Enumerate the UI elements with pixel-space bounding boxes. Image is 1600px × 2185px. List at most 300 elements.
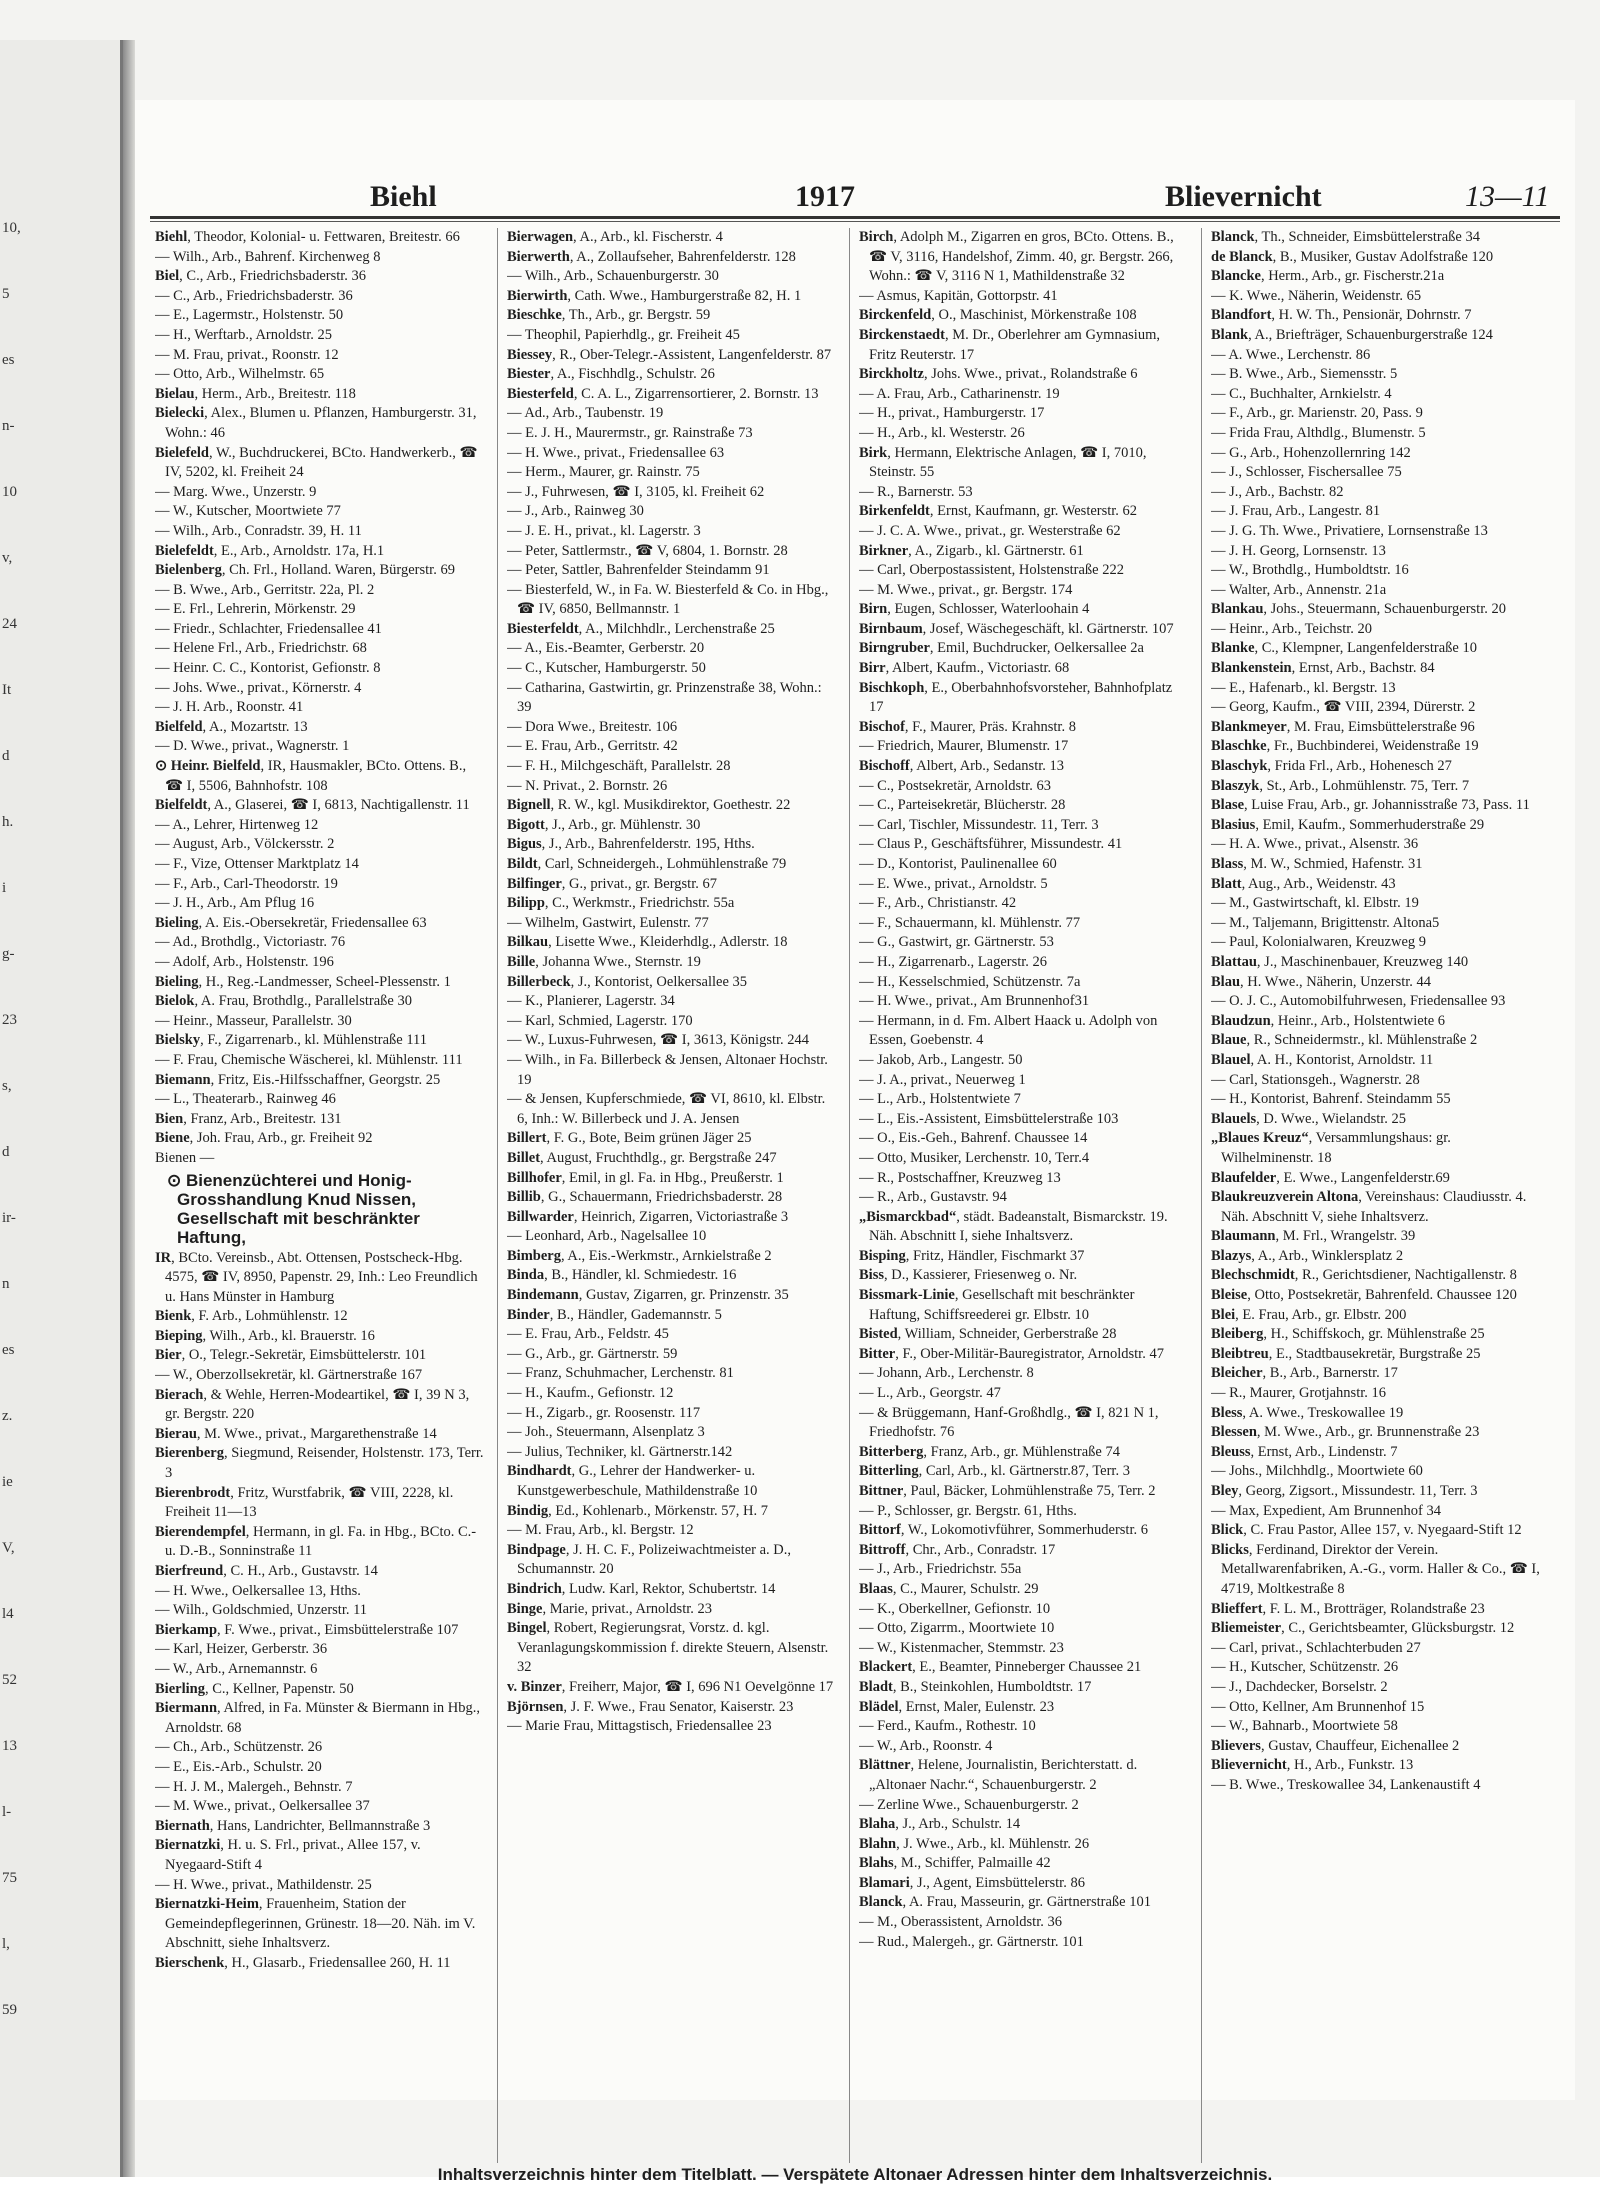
directory-entry: — R., Postschaffner, Kreuzweg 13 xyxy=(859,1169,1061,1186)
directory-entry: Biester, A., Fischhdlg., Schulstr. 26 xyxy=(507,366,715,383)
previous-page-fragment: 5 xyxy=(2,286,10,302)
directory-entry: Blasius, Emil, Kaufm., Sommerhuderstraße 29 xyxy=(1211,816,1485,833)
directory-entry: — J., Schlosser, Fischersallee 75 xyxy=(1211,464,1402,481)
directory-entry: — F., Vize, Ottenser Marktplatz 14 xyxy=(155,856,359,872)
directory-entry: „Blaues Kreuz“, Versammlungshaus: gr. Wilhelminenstr. 18 xyxy=(1211,1130,1451,1166)
directory-entry: — Max, Expedient, Am Brunnenhof 34 xyxy=(1211,1502,1441,1519)
directory-entry: Blaschke, Fr., Buchbinderei, Weidenstraße 19 xyxy=(1211,738,1479,755)
directory-entry: — Wilhelm, Gastwirt, Eulenstr. 77 xyxy=(507,914,709,931)
directory-entry: Blauel, A. H., Kontorist, Arnoldstr. 11 xyxy=(1211,1051,1434,1068)
directory-entry: Biel, C., Arb., Friedrichsbaderstr. 36 xyxy=(155,268,367,285)
directory-page xyxy=(135,100,1575,2184)
directory-entry: Blanke, C., Klempner, Langenfelderstraße 10 xyxy=(1211,640,1477,657)
directory-entry: — Johann, Arb., Lerchenstr. 8 xyxy=(859,1365,1034,1382)
directory-entry: Blaas, C., Maurer, Schulstr. 29 xyxy=(859,1580,1039,1597)
directory-entry: — Franz, Schuhmacher, Lerchenstr. 81 xyxy=(507,1365,734,1382)
column-2 xyxy=(507,228,837,2168)
directory-entry: — J. H. Georg, Lornsenstr. 13 xyxy=(1211,542,1386,559)
directory-entry: Blank, A., Briefträger, Schauenburgerstraße 124 xyxy=(1211,326,1493,343)
directory-entry: Blaukreuzverein Altona, Vereinshaus: Claudiusstr. 4. Näh. Abschnitt V, siehe Inhaltsverz. xyxy=(1211,1189,1527,1225)
directory-entry: Blaudzun, Heinr., Arb., Holstentwiete 6 xyxy=(1211,1012,1446,1029)
directory-entry: Bittorf, W., Lokomotivführer, Sommerhuderstr. 6 xyxy=(859,1522,1148,1539)
directory-entry: Birckenfeld, O., Maschinist, Mörkenstraße 108 xyxy=(859,307,1137,324)
directory-entry: Billet, August, Fruchthdlg., gr. Bergstraße 247 xyxy=(507,1149,777,1166)
directory-entry: Blankau, Johs., Steuermann, Schauenburgerstr. 20 xyxy=(1211,601,1506,618)
directory-entry: — L., Theaterarb., Rainweg 46 xyxy=(155,1091,336,1108)
directory-entry: Biemann, Fritz, Eis.-Hilfsschaffner, Georgstr. 25 xyxy=(155,1071,441,1088)
previous-page-fragment: It xyxy=(2,682,12,698)
directory-entry: — August, Arb., Völckersstr. 2 xyxy=(155,836,335,853)
previous-page-fragment: g- xyxy=(2,946,15,962)
directory-entry: — H., Kesselschmied, Schützenstr. 7a xyxy=(859,973,1081,990)
directory-entry: Blancke, Herm., Arb., gr. Fischerstr.21a xyxy=(1211,268,1445,285)
footer-note: Inhaltsverzeichnis hinter dem Titelblatt. — Verspätete Altonaer Adressen hinter dem Inhaltsverzeichnis. xyxy=(437,2165,1273,2184)
previous-page-fragment: z. xyxy=(2,1408,13,1424)
directory-entry: — M. Frau, Arb., kl. Bergstr. 12 xyxy=(507,1522,694,1539)
directory-entry: — Marie Frau, Mittagstisch, Friedensallee 23 xyxy=(507,1718,772,1735)
directory-entry: Blechschmidt, R., Gerichtsdiener, Nachtigallenstr. 8 xyxy=(1211,1267,1517,1284)
directory-entry: — Catharina, Gastwirtin, gr. Prinzenstraße 38, Wohn.: 39 xyxy=(507,679,822,716)
directory-entry: „Bismarckbad“, städt. Badeanstalt, Bismarckstr. 19. Näh. Abschnitt I, siehe Inhaltsverz. xyxy=(859,1208,1168,1245)
directory-entry: Birn, Eugen, Schlosser, Waterloohain 4 xyxy=(859,601,1090,618)
directory-entry: Bingel, Robert, Regierungsrat, Vorstz. d. kgl. Veranlagungskommission f. direkte Steuern, Alsenstr. 32 xyxy=(507,1620,829,1676)
directory-entry: — Ferd., Kaufm., Rothestr. 10 xyxy=(859,1718,1036,1735)
directory-entry: Billerbeck, J., Kontorist, Oelkersallee 35 xyxy=(507,973,748,990)
directory-entry: — W., Arb., Roonstr. 4 xyxy=(859,1737,993,1754)
directory-entry: — K., Planierer, Lagerstr. 34 xyxy=(507,993,675,1010)
directory-entry: — W., Brothdlg., Humboldtstr. 16 xyxy=(1211,562,1409,579)
directory-entry: — M. Frau, privat., Roonstr. 12 xyxy=(155,346,339,363)
advertisement-entry: ⊙ Bienenzüchterei und Honig-Grosshandlung Knud Nissen, Gesellschaft mit beschränkter Haftung, xyxy=(167,1170,420,1247)
directory-entry: Binda, B., Händler, kl. Schmiedestr. 16 xyxy=(507,1267,737,1284)
directory-entry: Blaha, J., Arb., Schulstr. 14 xyxy=(859,1816,1021,1833)
directory-entry: Billert, F. G., Bote, Beim grünen Jäger 25 xyxy=(507,1130,752,1147)
directory-entry: Bilkau, Lisette Wwe., Kleiderhdlg., Adlerstr. 18 xyxy=(507,934,788,951)
directory-entry: Bley, Georg, Zigsort., Missundestr. 11, Terr. 3 xyxy=(1211,1483,1478,1499)
directory-entry: — Hermann, in d. Fm. Albert Haack u. Adolph von Essen, Goebenstr. 4 xyxy=(859,1012,1158,1049)
directory-entry: — M. Wwe., privat., Oelkersallee 37 xyxy=(155,1798,370,1815)
directory-entry: Biessey, R., Ober-Telegr.-Assistent, Langenfelderstr. 87 xyxy=(507,346,832,363)
directory-entry: — B. Wwe., Arb., Gerritstr. 22a, Pl. 2 xyxy=(155,581,375,598)
directory-entry: Biene, Joh. Frau, Arb., gr. Freiheit 92 xyxy=(155,1130,373,1147)
directory-entry: — H., Kontorist, Bahrenf. Steindamm 55 xyxy=(1211,1091,1451,1108)
directory-entry: — J. C. A. Wwe., privat., gr. Westerstraße 62 xyxy=(859,522,1121,539)
directory-entry: — N. Privat., 2. Bornstr. 26 xyxy=(507,777,668,794)
directory-entry: Biernatzki-Heim, Frauenheim, Station der Gemeindepflegerinnen, Grünestr. 18—20. Näh. im V. Abschnitt, siehe Inhaltsverz. xyxy=(155,1896,476,1952)
directory-entry: Bindpage, J. H. C. F., Polizeiwachtmeister a. D., Schumannstr. 20 xyxy=(507,1541,792,1578)
previous-page-fragment: d xyxy=(2,748,10,764)
directory-entry: — Leonhard, Arb., Nagelsallee 10 xyxy=(507,1228,707,1245)
directory-entry: Bigus, J., Arb., Bahrenfelderstr. 195, Hths. xyxy=(507,836,755,853)
directory-entry: Bildt, Carl, Schneidergeh., Lohmühlenstraße 79 xyxy=(507,856,787,872)
directory-entry: — Karl, Schmied, Lagerstr. 170 xyxy=(507,1012,693,1029)
directory-entry: Bierling, C., Kellner, Papenstr. 50 xyxy=(155,1680,354,1697)
directory-entry: — H., privat., Hamburgerstr. 17 xyxy=(859,405,1045,422)
directory-entry: — F., Arb., Carl-Theodorstr. 19 xyxy=(155,875,338,892)
directory-entry: Bischof, F., Maurer, Präs. Krahnstr. 8 xyxy=(859,718,1076,735)
directory-entry: — D. Wwe., privat., Wagnerstr. 1 xyxy=(155,738,350,755)
directory-entry: — J., Fuhrwesen, ☎ I, 3105, kl. Freiheit 62 xyxy=(507,483,765,500)
directory-entry: — Wilh., Arb., Schauenburgerstr. 30 xyxy=(507,268,719,285)
directory-entry: — O., Eis.-Geh., Bahrenf. Chaussee 14 xyxy=(859,1130,1088,1147)
directory-entry: Biehl, Theodor, Kolonial- u. Fettwaren, Breitestr. 66 xyxy=(155,229,460,245)
directory-entry: Blandfort, H. W. Th., Pensionär, Dohrnstr. 7 xyxy=(1211,307,1472,324)
directory-entry: Bielefeld, W., Buchdruckerei, BCto. Handwerkerb., ☎ IV, 5202, kl. Freiheit 24 xyxy=(155,444,478,481)
directory-entry: Birckholtz, Johs. Wwe., privat., Rolandstraße 6 xyxy=(859,366,1138,383)
column-3 xyxy=(859,228,1189,2168)
previous-page-fragment: 10 xyxy=(2,484,17,500)
directory-entry: Blieffert, F. L. M., Brotträger, Rolandstraße 23 xyxy=(1211,1600,1485,1617)
directory-entry: Bierwagen, A., Arb., kl. Fischerstr. 4 xyxy=(507,229,723,245)
directory-entry: Bissmark-Linie, Gesellschaft mit beschränkter Haftung, Schiffsreederei gr. Elbstr. 10 xyxy=(859,1287,1135,1323)
directory-entry: Blick, C. Frau Pastor, Allee 157, v. Nyegaard-Stift 12 xyxy=(1211,1522,1522,1539)
column-4 xyxy=(1211,228,1541,2168)
previous-page-fragment: es xyxy=(2,352,15,368)
directory-entry: — H., Arb., kl. Westerstr. 26 xyxy=(859,424,1025,441)
directory-entry: — Friedrich, Maurer, Blumenstr. 17 xyxy=(859,738,1069,755)
directory-entry: — Dora Wwe., Breitestr. 106 xyxy=(507,718,678,735)
directory-entry: Biernath, Hans, Landrichter, Bellmannstraße 3 xyxy=(155,1817,431,1834)
directory-entry: Blamari, J., Agent, Eimsbüttelerstr. 86 xyxy=(859,1874,1085,1891)
directory-entry: Bien, Franz, Arb., Breitestr. 131 xyxy=(155,1110,342,1127)
directory-entry: Blädel, Ernst, Maler, Eulenstr. 23 xyxy=(859,1698,1055,1715)
directory-entry: Bielfeldt, A., Glaserei, ☎ I, 6813, Nachtigallenstr. 11 xyxy=(155,797,470,814)
directory-entry: — Joh., Steuermann, Alsenplatz 3 xyxy=(507,1424,705,1441)
directory-entry: — E. Frau, Arb., Gerritstr. 42 xyxy=(507,738,678,755)
directory-entry: — Frida Frau, Althdlg., Blumenstr. 5 xyxy=(1211,424,1426,441)
directory-entry: Bindrich, Ludw. Karl, Rektor, Schubertstr. 14 xyxy=(507,1580,776,1597)
directory-entry: — E., Eis.-Arb., Schulstr. 20 xyxy=(155,1758,322,1775)
directory-entry: Blau, H. Wwe., Näherin, Unzerstr. 44 xyxy=(1211,973,1432,990)
directory-entry: — G., Arb., Hohenzollernring 142 xyxy=(1211,444,1411,461)
previous-page-fragment: l4 xyxy=(2,1606,14,1622)
directory-entry: — Wilh., Arb., Bahrenf. Kirchenweg 8 xyxy=(155,248,381,265)
directory-entry: Bilipp, C., Werkmstr., Friedrichstr. 55a xyxy=(507,895,735,912)
directory-entry: — K., Oberkellner, Gefionstr. 10 xyxy=(859,1600,1051,1617)
directory-entry: — Paul, Kolonialwaren, Kreuzweg 9 xyxy=(1211,934,1427,951)
directory-entry: — W., Bahnarb., Moortwiete 58 xyxy=(1211,1718,1398,1735)
directory-entry: — H. J. M., Malergeh., Behnstr. 7 xyxy=(155,1778,353,1795)
directory-entry: Bierenberg, Siegmund, Reisender, Holstenstr. 173, Terr. 3 xyxy=(155,1445,484,1482)
directory-entry: Bierkamp, F. Wwe., privat., Eimsbüttelerstraße 107 xyxy=(155,1621,459,1638)
directory-entry: Billhofer, Emil, in gl. Fa. in Hbg., Preußerstr. 1 xyxy=(507,1169,784,1186)
directory-entry: — Otto, Musiker, Lerchenstr. 10, Terr.4 xyxy=(859,1149,1090,1166)
directory-entry: Bielfeld, A., Mozartstr. 13 xyxy=(155,718,308,735)
directory-entry: Bleiberg, H., Schiffskoch, gr. Mühlenstraße 25 xyxy=(1211,1326,1485,1343)
directory-entry: — W., Luxus-Fuhrwesen, ☎ I, 3613, Königstr. 244 xyxy=(507,1032,810,1049)
directory-entry: Blaszyk, St., Arb., Lohmühlenstr. 75, Terr. 7 xyxy=(1211,777,1470,794)
directory-entry: — Asmus, Kapitän, Gottorpstr. 41 xyxy=(859,287,1058,304)
directory-entry: Bielok, A. Frau, Brothdlg., Parallelstraße 30 xyxy=(155,993,412,1010)
directory-entry: — J. H., Arb., Am Pflug 16 xyxy=(155,895,315,912)
directory-entry: Biesterfeldt, A., Milchhdlr., Lerchenstraße 25 xyxy=(507,620,775,637)
directory-entry: — A. Wwe., Lerchenstr. 86 xyxy=(1211,346,1371,363)
column-divider xyxy=(849,228,850,2163)
directory-entry: — L., Eis.-Assistent, Eimsbüttelerstraße 103 xyxy=(859,1110,1119,1127)
directory-entry: Bieschke, Th., Arb., gr. Bergstr. 59 xyxy=(507,307,711,324)
directory-entry: Bieling, A. Eis.-Obersekretär, Friedensallee 63 xyxy=(155,914,427,931)
column-divider xyxy=(1201,228,1202,2163)
directory-entry: — L., Arb., Georgstr. 47 xyxy=(859,1385,1001,1402)
directory-entry: Bisping, Fritz, Händler, Fischmarkt 37 xyxy=(859,1247,1085,1264)
directory-entry: — W., Kistenmacher, Stemmstr. 23 xyxy=(859,1639,1064,1656)
directory-entry: — L., Arb., Holstentwiete 7 xyxy=(859,1091,1021,1108)
directory-entry: Blackert, E., Beamter, Pinneberger Chaussee 21 xyxy=(859,1659,1142,1676)
directory-entry: — Friedr., Schlachter, Friedensallee 41 xyxy=(155,620,382,637)
directory-entry: Birngruber, Emil, Buchdrucker, Oelkersallee 2a xyxy=(859,640,1144,657)
column-1 xyxy=(155,228,485,2168)
previous-page-fragment: 13 xyxy=(2,1738,17,1754)
directory-entry: Bischkoph, E., Oberbahnhofsvorsteher, Bahnhofplatz 17 xyxy=(859,679,1173,716)
header-last-name: Blievernicht xyxy=(1165,180,1322,213)
directory-entry: — Theophil, Papierhdlg., gr. Freiheit 45 xyxy=(507,326,740,343)
directory-entry: — H. Wwe., privat., Mathildenstr. 25 xyxy=(155,1876,372,1893)
directory-entry: — Helene Frl., Arb., Friedrichstr. 68 xyxy=(155,640,367,657)
directory-entry: — B. Wwe., Treskowallee 34, Lankenaustift 4 xyxy=(1211,1776,1481,1793)
directory-entry: — Wilh., in Fa. Billerbeck & Jensen, Altonaer Hochstr. 19 xyxy=(507,1051,828,1088)
directory-entry: — Marg. Wwe., Unzerstr. 9 xyxy=(155,483,317,500)
directory-entry: — H. Wwe., privat., Friedensallee 63 xyxy=(507,444,725,461)
previous-page-fragment: 59 xyxy=(2,2002,17,2018)
directory-entry: Bittroff, Chr., Arb., Conradstr. 17 xyxy=(859,1541,1056,1558)
directory-entry: — Johs. Wwe., privat., Körnerstr. 4 xyxy=(155,679,362,696)
directory-entry: — Johs., Milchhdlg., Moortwiete 60 xyxy=(1211,1463,1423,1480)
previous-page-fragment: es xyxy=(2,1342,15,1358)
directory-entry: — Heinr., Arb., Teichstr. 20 xyxy=(1211,620,1373,637)
directory-entry: — & Brüggemann, Hanf-Großhdlg., ☎ I, 821 N 1, Friedhofstr. 76 xyxy=(859,1404,1159,1441)
directory-entry: ⊙ Heinr. Bielfeld, IR, Hausmakler, BCto. Ottens. B., ☎ I, 5506, Bahnhofstr. 108 xyxy=(155,758,467,794)
directory-entry: — H. Wwe., privat., Am Brunnenhof31 xyxy=(859,993,1090,1010)
previous-page-fragment: d xyxy=(2,1144,10,1160)
directory-entry: Bierach, & Wehle, Herren-Modeartikel, ☎ I, 39 N 3, gr. Bergstr. 220 xyxy=(155,1386,470,1423)
directory-entry: — J., Arb., Friedrichstr. 55a xyxy=(859,1561,1022,1578)
directory-entry: Bless, A. Wwe., Treskowallee 19 xyxy=(1211,1404,1404,1421)
directory-entry: — F. H., Milchgeschäft, Parallelstr. 28 xyxy=(507,758,731,775)
directory-entry: Bierfreund, C. H., Arb., Gustavstr. 14 xyxy=(155,1563,378,1579)
directory-entry: Bierschenk, H., Glasarb., Friedensallee 260, H. 11 xyxy=(155,1954,451,1971)
previous-page-fragment: h. xyxy=(2,814,14,830)
directory-entry: — Adolf, Arb., Holstenstr. 196 xyxy=(155,953,334,970)
previous-page-fragment: ie xyxy=(2,1474,13,1490)
directory-entry: — J., Dachdecker, Borselstr. 2 xyxy=(1211,1678,1388,1695)
directory-entry: Birk, Hermann, Elektrische Anlagen, ☎ I, 7010, Steinstr. 55 xyxy=(859,444,1147,481)
directory-entry: — Biesterfeld, W., in Fa. W. Biesterfeld & Co. in Hbg., ☎ IV, 6850, Bellmannstr. 1 xyxy=(507,581,829,618)
directory-entry: — A. Frau, Arb., Catharinenstr. 19 xyxy=(859,385,1060,402)
directory-entry: — Wilh., Goldschmied, Unzerstr. 11 xyxy=(155,1602,368,1619)
directory-entry: Bielau, Herm., Arb., Breitestr. 118 xyxy=(155,385,356,402)
directory-entry: Bigott, J., Arb., gr. Mühlenstr. 30 xyxy=(507,816,701,833)
directory-entry: — E., Lagermstr., Holstenstr. 50 xyxy=(155,307,344,324)
directory-entry: — Otto, Kellner, Am Brunnenhof 15 xyxy=(1211,1698,1425,1715)
directory-entry: — Herm., Maurer, gr. Rainstr. 75 xyxy=(507,464,700,481)
directory-entry: — Otto, Zigarrm., Moortwiete 10 xyxy=(859,1620,1055,1637)
directory-entry: Bindhardt, G., Lehrer der Handwerker- u. Kunstgewerbeschule, Mathildenstraße 10 xyxy=(507,1463,758,1499)
directory-entry: — C., Arb., Friedrichsbaderstr. 36 xyxy=(155,287,353,304)
directory-entry: Bille, Johanna Wwe., Sternstr. 19 xyxy=(507,953,701,970)
directory-entry: v. Binzer, Freiherr, Major, ☎ I, 696 N1 Oevelgönne 17 xyxy=(507,1678,834,1695)
directory-entry: — R., Maurer, Grotjahnstr. 16 xyxy=(1211,1385,1387,1402)
directory-entry: Blatt, Aug., Arb., Weidenstr. 43 xyxy=(1211,875,1396,892)
directory-entry: Bierwerth, A., Zollaufseher, Bahrenfelderstr. 128 xyxy=(507,248,796,265)
directory-entry: Blazys, A., Arb., Winklersplatz 2 xyxy=(1211,1247,1404,1264)
directory-entry: — Carl, privat., Schlachterbuden 27 xyxy=(1211,1639,1421,1656)
directory-entry: Bisted, William, Schneider, Gerberstraße 28 xyxy=(859,1326,1117,1343)
directory-entry: — Rud., Malergeh., gr. Gärtnerstr. 101 xyxy=(859,1933,1084,1950)
directory-entry: Blankenstein, Ernst, Arb., Bachstr. 84 xyxy=(1211,660,1435,677)
previous-page-fragment: 24 xyxy=(2,616,17,632)
directory-entry: — F. Frau, Chemische Wäscherei, kl. Mühlenstr. 111 xyxy=(155,1051,463,1068)
directory-entry: Bladt, B., Steinkohlen, Humboldtstr. 17 xyxy=(859,1678,1092,1695)
directory-entry: — Wilh., Arb., Conradstr. 39, H. 11 xyxy=(155,522,362,539)
directory-entry: — J. A., privat., Neuerweg 1 xyxy=(859,1071,1026,1088)
directory-entry: Bitterberg, Franz, Arb., gr. Mühlenstraße 74 xyxy=(859,1443,1120,1460)
directory-entry: — Ad., Brothdlg., Victoriastr. 76 xyxy=(155,934,346,951)
directory-entry: Bielecki, Alex., Blumen u. Pflanzen, Hamburgerstr. 31, Wohn.: 46 xyxy=(155,405,477,441)
directory-entry: — J., Arb., Rainweg 30 xyxy=(507,503,644,520)
directory-entry: Bimberg, A., Eis.-Werkmstr., Arnkielstraße 2 xyxy=(507,1247,772,1264)
directory-entry: Björnsen, J. F. Wwe., Frau Senator, Kaiserstr. 23 xyxy=(507,1698,794,1715)
directory-entry: Biesterfeld, C. A. L., Zigarrensortierer, 2. Bornstr. 13 xyxy=(507,385,819,402)
directory-entry: Blase, Luise Frau, Arb., gr. Johannisstraße 73, Pass. 11 xyxy=(1211,797,1530,814)
directory-entry: Blanck, A. Frau, Masseurin, gr. Gärtnerstraße 101 xyxy=(859,1894,1151,1911)
directory-entry: — H., Werftarb., Arnoldstr. 25 xyxy=(155,326,332,343)
directory-entry: Bielenberg, Ch. Frl., Holland. Waren, Bürgerstr. 69 xyxy=(155,562,455,579)
directory-entry: — Otto, Arb., Wilhelmstr. 65 xyxy=(155,366,325,383)
directory-entry: Bier, O., Telegr.-Sekretär, Eimsbüttelerstr. 101 xyxy=(155,1347,427,1364)
directory-entry: — F., Arb., Christianstr. 42 xyxy=(859,895,1017,912)
book-gutter xyxy=(123,40,135,2177)
directory-entry: Blicks, Ferdinand, Direktor der Verein. Metallwarenfabriken, A.-G., vorm. Haller & Co., ☎ I, 4719, Moltkestraße 8 xyxy=(1211,1541,1540,1597)
directory-entry: IR, BCto. Vereinsb., Abt. Ottensen, Postscheck-Hbg. 4575, ☎ IV, 8950, Papenstr. 29, Inh.: Leo Freundlich u. Hans Münster in Hamburg xyxy=(155,1249,478,1305)
directory-entry: — Ch., Arb., Schützenstr. 26 xyxy=(155,1739,323,1756)
directory-entry: — Peter, Sattler, Bahrenfelder Steindamm 91 xyxy=(507,562,770,579)
directory-entry: Bienk, F. Arb., Lohmühlenstr. 12 xyxy=(155,1308,348,1325)
directory-entry: — Karl, Heizer, Gerberstr. 36 xyxy=(155,1641,328,1658)
directory-entry: — Carl, Tischler, Missundestr. 11, Terr. 3 xyxy=(859,816,1099,833)
directory-entry: Birckenstaedt, M. Dr., Oberlehrer am Gymnasium, Fritz Reuterstr. 17 xyxy=(859,326,1160,363)
directory-entry: — J. H. Arb., Roonstr. 41 xyxy=(155,699,304,716)
directory-entry: Bindig, Ed., Kohlenarb., Mörkenstr. 57, H. 7 xyxy=(507,1502,768,1519)
directory-entry: — Walter, Arb., Annenstr. 21a xyxy=(1211,581,1387,598)
directory-entry: — H., Kutscher, Schützenstr. 26 xyxy=(1211,1659,1399,1676)
column-divider xyxy=(497,228,498,2163)
directory-entry: Blievers, Gustav, Chauffeur, Eichenallee 2 xyxy=(1211,1737,1460,1754)
directory-entry: Bliemeister, C., Gerichtsbeamter, Glücksburgstr. 12 xyxy=(1211,1620,1515,1637)
directory-entry: Blahn, J. Wwe., Arb., kl. Mühlenstr. 26 xyxy=(859,1835,1090,1852)
directory-entry: — H. Wwe., Oelkersallee 13, Hths. xyxy=(155,1582,361,1599)
previous-page-fragment: V, xyxy=(2,1540,15,1556)
directory-entry: — W., Kutscher, Moortwiete 77 xyxy=(155,503,341,520)
directory-entry: Blahs, M., Schiffer, Palmaille 42 xyxy=(859,1855,1051,1872)
directory-entry: Bleicher, B., Arb., Barnerstr. 17 xyxy=(1211,1365,1398,1382)
directory-entry: Birr, Albert, Kaufm., Victoriastr. 68 xyxy=(859,660,1070,677)
directory-entry: Blei, E. Frau, Arb., gr. Elbstr. 200 xyxy=(1211,1306,1407,1323)
directory-entry: Bittner, Paul, Bäcker, Lohmühlenstraße 75, Terr. 2 xyxy=(859,1483,1156,1499)
directory-entry: Bleuss, Ernst, Arb., Lindenstr. 7 xyxy=(1211,1443,1398,1460)
directory-entry: Blattau, J., Maschinenbauer, Kreuzweg 140 xyxy=(1211,953,1469,970)
directory-entry: — E. Frau, Arb., Feldstr. 45 xyxy=(507,1326,669,1343)
directory-entry: — H., Zigarb., gr. Roosenstr. 117 xyxy=(507,1404,701,1421)
directory-entry: — F., Schauermann, kl. Mühlenstr. 77 xyxy=(859,914,1081,931)
previous-page-edge xyxy=(0,40,123,2177)
directory-entry: Blass, M. W., Schmied, Hafenstr. 31 xyxy=(1211,856,1423,872)
directory-entry: Biss, D., Kassierer, Friesenweg o. Nr. xyxy=(859,1267,1078,1284)
directory-entry: — F., Arb., gr. Marienstr. 20, Pass. 9 xyxy=(1211,405,1423,422)
directory-entry: Binder, B., Händler, Gademannstr. 5 xyxy=(507,1306,722,1323)
directory-entry: Blessen, M. Wwe., Arb., gr. Brunnenstraße 23 xyxy=(1211,1424,1480,1441)
directory-entry: — E., Hafenarb., kl. Bergstr. 13 xyxy=(1211,679,1396,696)
directory-entry: Bindemann, Gustav, Zigarren, gr. Prinzenstr. 35 xyxy=(507,1287,789,1304)
directory-entry: — J. Frau, Arb., Langestr. 81 xyxy=(1211,503,1381,520)
directory-entry: Blaumann, M. Frl., Wrangelstr. 39 xyxy=(1211,1228,1416,1245)
directory-entry: — G., Gastwirt, gr. Gärtnerstr. 53 xyxy=(859,934,1054,951)
directory-entry: — C., Buchhalter, Arnkielstr. 4 xyxy=(1211,385,1392,402)
previous-page-fragment: 23 xyxy=(2,1012,17,1028)
directory-entry: — & Jensen, Kupferschmiede, ☎ VI, 8610, kl. Elbstr. 6, Inh.: W. Billerbeck und J. A. Jensen xyxy=(507,1091,826,1127)
directory-entry: — Carl, Oberpostassistent, Holstenstraße 222 xyxy=(859,562,1124,579)
directory-entry: — J. G. Th. Wwe., Privatiere, Lornsenstraße 13 xyxy=(1211,522,1488,539)
directory-entry: Blankmeyer, M. Frau, Eimsbüttelerstraße 96 xyxy=(1211,718,1475,735)
directory-entry: Blauels, D. Wwe., Wielandstr. 25 xyxy=(1211,1110,1407,1127)
previous-page-fragment: ir- xyxy=(2,1210,16,1226)
directory-entry: Bierau, M. Wwe., privat., Margarethenstraße 14 xyxy=(155,1425,437,1442)
directory-entry: — Jakob, Arb., Langestr. 50 xyxy=(859,1051,1023,1068)
directory-entry: Bierwirth, Cath. Wwe., Hamburgerstraße 82, H. 1 xyxy=(507,287,802,304)
directory-entry: — M., Oberassistent, Arnoldstr. 36 xyxy=(859,1914,1062,1931)
directory-entry: — H., Zigarrenarb., Lagerstr. 26 xyxy=(859,953,1048,970)
directory-entry: — Zerline Wwe., Schauenburgerstr. 2 xyxy=(859,1796,1079,1813)
directory-entry: — D., Kontorist, Paulinenallee 60 xyxy=(859,856,1057,872)
directory-entry: — H. A. Wwe., privat., Alsenstr. 36 xyxy=(1211,836,1419,853)
directory-entry: Bierendempfel, Hermann, in gl. Fa. in Hbg., BCto. C.- u. D.-B., Sonninstraße 11 xyxy=(155,1523,477,1560)
directory-entry: — A., Eis.-Beamter, Gerberstr. 20 xyxy=(507,640,705,657)
directory-entry: — G., Arb., gr. Gärtnerstr. 59 xyxy=(507,1345,678,1362)
directory-entry: — M. Wwe., privat., gr. Bergstr. 174 xyxy=(859,581,1073,598)
directory-entry: — O. J. C., Automobilfuhrwesen, Friedensallee 93 xyxy=(1211,993,1506,1010)
directory-entry: Bleise, Otto, Postsekretär, Bahrenfeld. Chaussee 120 xyxy=(1211,1287,1517,1304)
directory-entry: — W., Arb., Arnemannstr. 6 xyxy=(155,1660,318,1677)
directory-entry: — H., Kaufm., Gefionstr. 12 xyxy=(507,1385,674,1402)
directory-entry: — E. J. H., Maurermstr., gr. Rainstraße 73 xyxy=(507,424,753,441)
directory-entry: — M., Taljemann, Brigittenstr. Altona5 xyxy=(1211,914,1440,931)
header-first-name: Biehl xyxy=(370,180,437,213)
directory-entry: Bilfinger, G., privat., gr. Bergstr. 67 xyxy=(507,875,717,892)
directory-entry: Blättner, Helene, Journalistin, Berichterstatt. d. „Altonaer Nachr.“, Schauenburgerstr. 2 xyxy=(859,1757,1138,1793)
directory-entry: Blaue, R., Schneidermstr., kl. Mühlenstraße 2 xyxy=(1211,1032,1478,1049)
directory-entry: — M., Gastwirtschaft, kl. Elbstr. 19 xyxy=(1211,895,1419,912)
directory-entry: — K. Wwe., Näherin, Weidenstr. 65 xyxy=(1211,287,1422,304)
directory-entry: Bitterling, Carl, Arb., kl. Gärtnerstr.87, Terr. 3 xyxy=(859,1463,1130,1480)
header-year: 1917 xyxy=(795,180,855,213)
directory-entry: Blanck, Th., Schneider, Eimsbüttelerstraße 34 xyxy=(1211,229,1480,245)
directory-entry: — E. Wwe., privat., Arnoldstr. 5 xyxy=(859,875,1048,892)
directory-entry: Bierenbrodt, Fritz, Wurstfabrik, ☎ VIII, 2228, kl. Freiheit 11—13 xyxy=(155,1484,454,1521)
previous-page-fragment: i xyxy=(2,880,7,896)
previous-page-fragment: 52 xyxy=(2,1672,17,1688)
directory-entry: — Heinr., Masseur, Parallelstr. 30 xyxy=(155,1012,352,1029)
previous-page-fragment: s, xyxy=(2,1078,12,1094)
directory-entry: — Carl, Stationsgeh., Wagnerstr. 28 xyxy=(1211,1071,1420,1088)
previous-page-fragment: v, xyxy=(2,550,13,566)
directory-entry: de Blanck, B., Musiker, Gustav Adolfstraße 120 xyxy=(1211,248,1494,265)
directory-entry: Blaufelder, E. Wwe., Langenfelderstr.69 xyxy=(1211,1169,1450,1186)
directory-entry: — J. E. H., privat., kl. Lagerstr. 3 xyxy=(507,522,701,539)
directory-entry: — C., Parteisekretär, Blücherstr. 28 xyxy=(859,797,1066,814)
directory-entry: — Peter, Sattlermstr., ☎ V, 6804, 1. Bornstr. 28 xyxy=(507,542,788,559)
directory-entry: — R., Arb., Gustavstr. 94 xyxy=(859,1189,1007,1206)
header-page-number: 13—11 xyxy=(1465,180,1550,213)
directory-entry: — Claus P., Geschäftsführer, Missundestr. 41 xyxy=(859,836,1123,853)
